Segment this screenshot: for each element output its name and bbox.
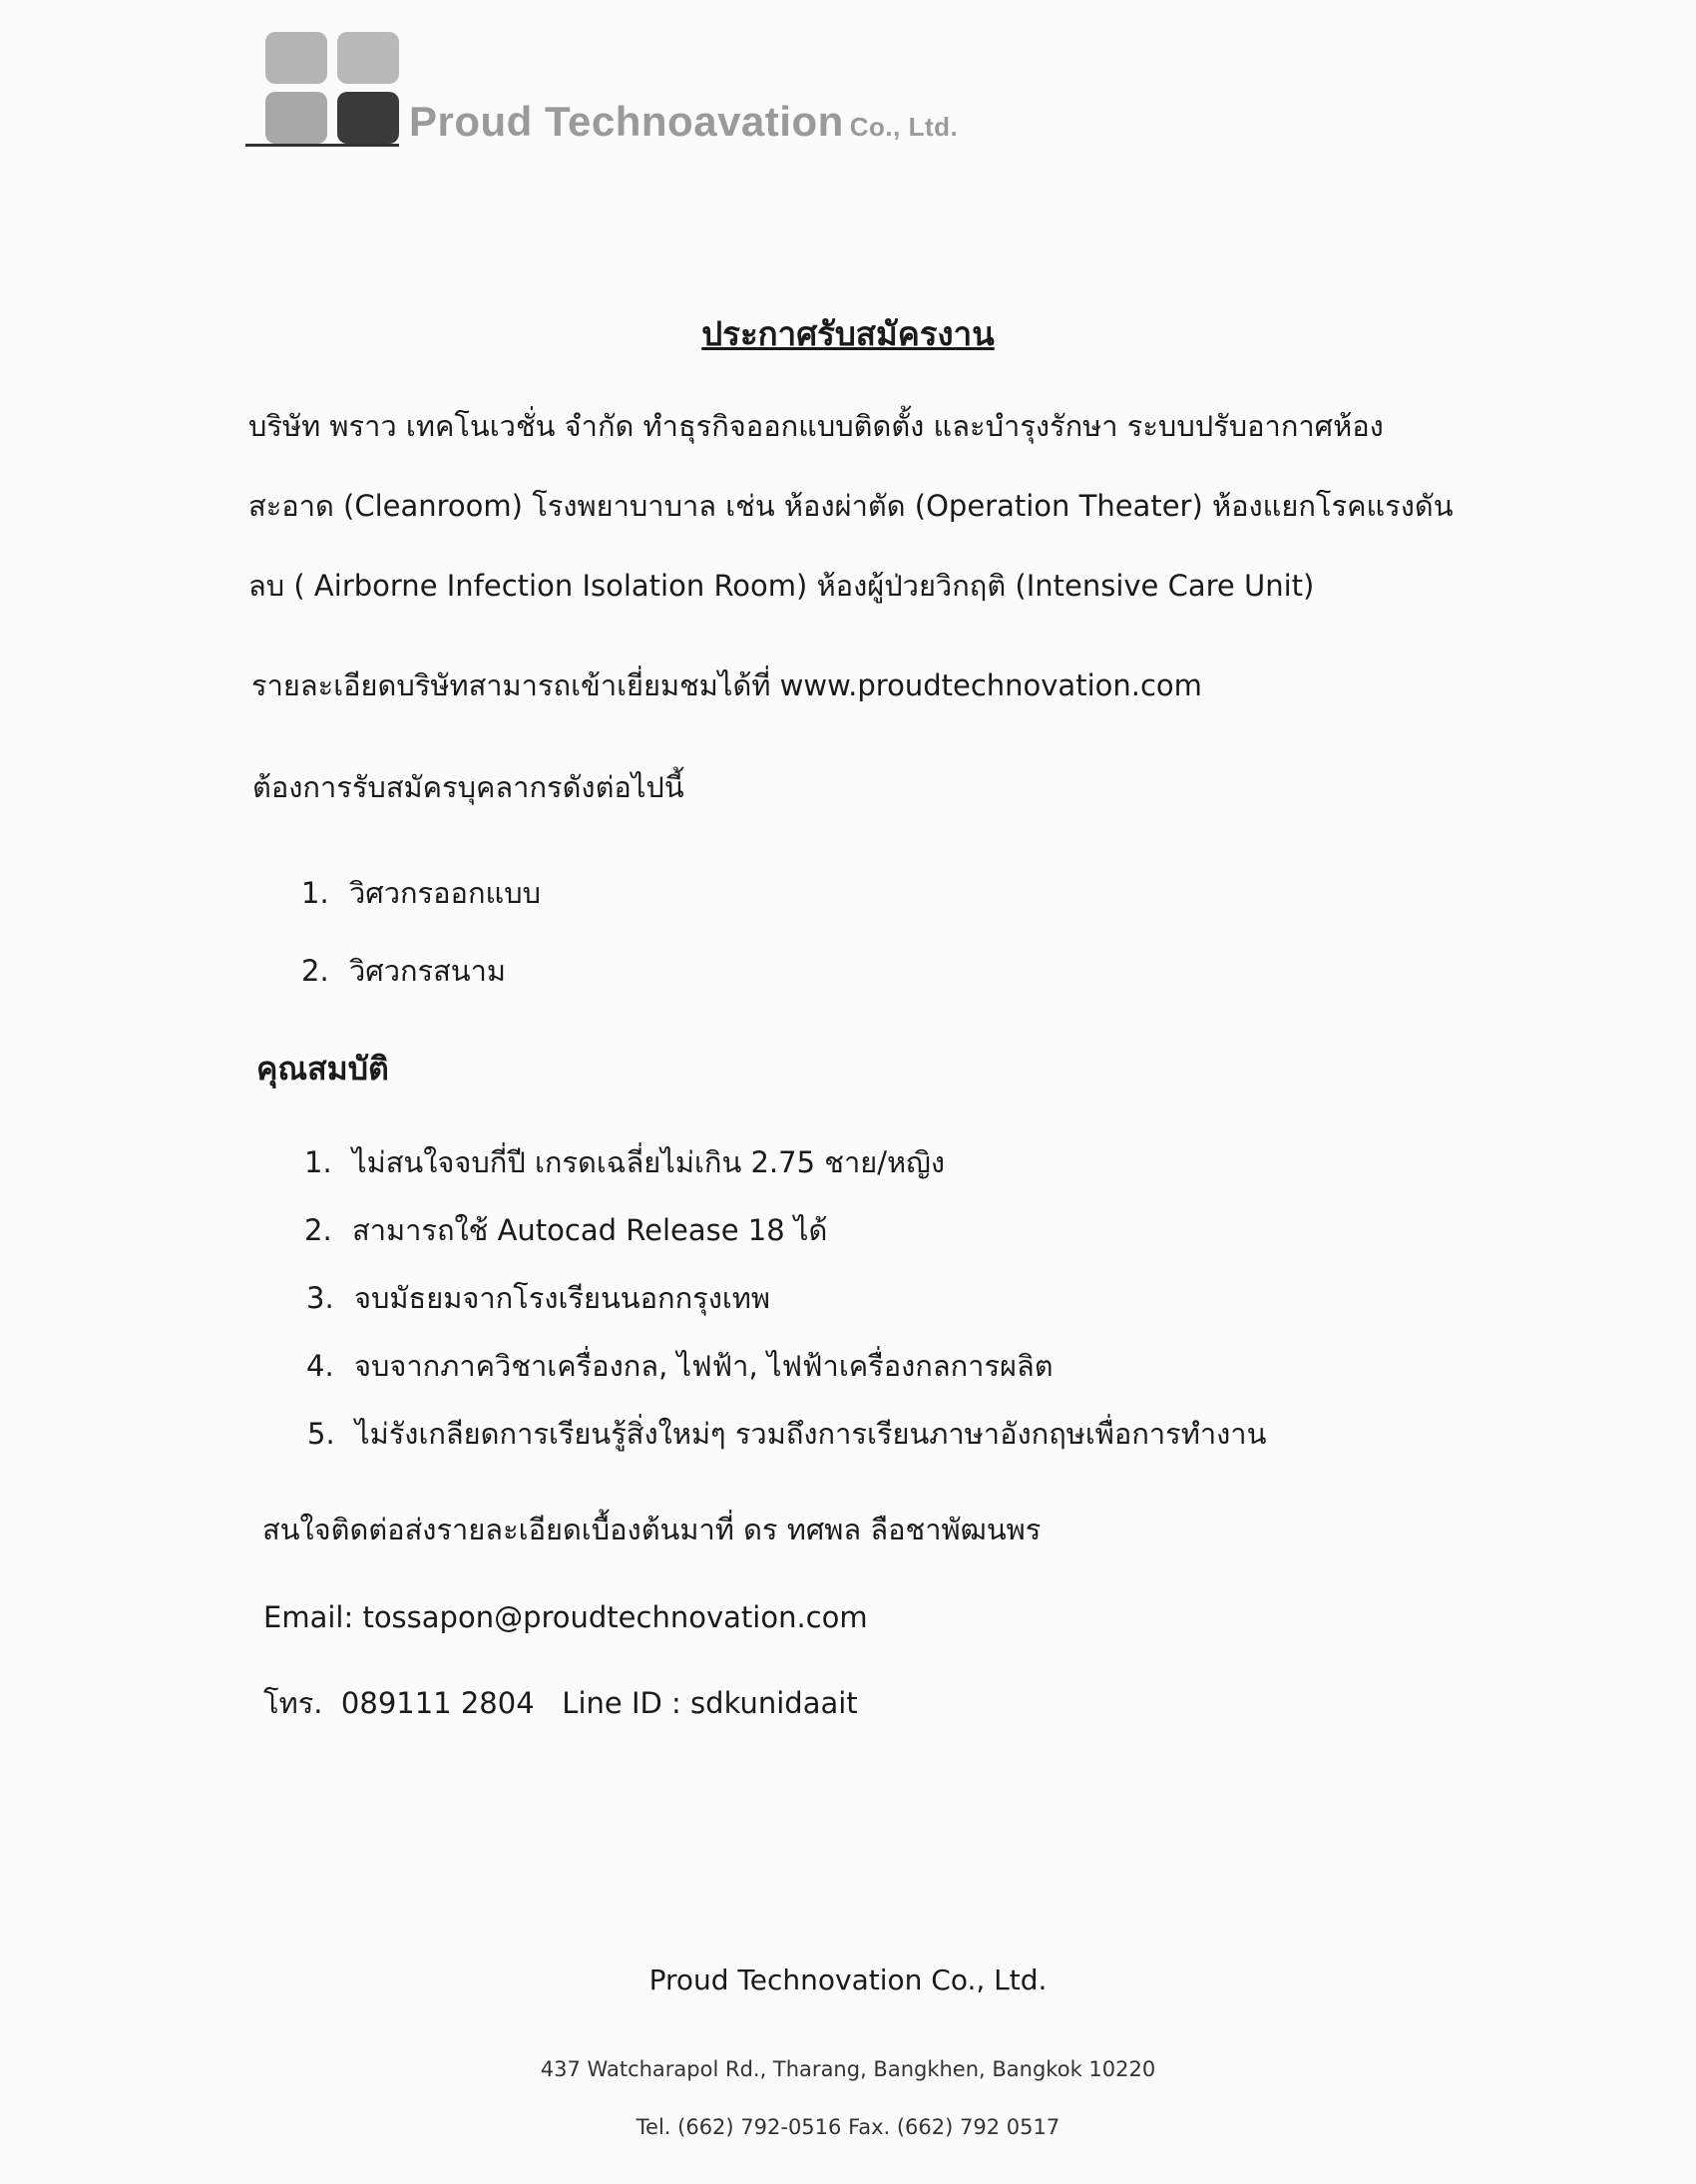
footer-company: Proud Technovation Co., Ltd. bbox=[648, 1964, 1048, 1996]
logo-squares-icon bbox=[265, 32, 407, 150]
qualification-number: 5. bbox=[307, 1417, 335, 1451]
intro-line-2: สะอาด (Cleanroom) โรงพยาบาบาล เช่น ห้องผ่าตัด (Operation Theater) ห้องแยกโรคแรงดัน bbox=[248, 489, 1454, 523]
position-item bbox=[301, 870, 541, 916]
qualification-number: 1. bbox=[304, 1145, 332, 1179]
qualification-item bbox=[306, 1343, 1054, 1389]
qualification-text: ไม่สนใจจบกี่ปี เกรดเฉลี่ยไม่เกิน 2.75 ชาย/หญิง bbox=[352, 1145, 945, 1179]
qualification-text: สามารถใช้ Autocad Release 18 ได้ bbox=[352, 1213, 828, 1247]
positions-intro: ต้องการรับสมัครบุคลากรดังต่อไปนี้ bbox=[252, 770, 684, 804]
qualification-number: 3. bbox=[306, 1281, 334, 1315]
qualification-number: 4. bbox=[306, 1349, 334, 1383]
contact-email: Email: tossapon@proudtechnovation.com bbox=[263, 1600, 868, 1634]
intro-line-3: ลบ ( Airborne Infection Isolation Room) ห้องผู้ป่วยวิกฤติ (Intensive Care Unit) bbox=[248, 569, 1315, 603]
position-item bbox=[301, 948, 506, 994]
qualification-text: จบจากภาควิชาเครื่องกล, ไฟฟ้า, ไฟฟ้าเครื่องกลการผลิต bbox=[354, 1349, 1054, 1383]
position-text: วิศวกรออกแบบ bbox=[349, 876, 542, 910]
footer-tel-fax: Tel. (662) 792-0516 Fax. (662) 792 0517 bbox=[636, 2115, 1060, 2139]
website-line: รายละเอียดบริษัทสามารถเข้าเยี่ยมชมได้ที่ www.proudtechnovation.com bbox=[251, 668, 1202, 702]
position-number: 2. bbox=[301, 954, 329, 988]
logo-underline bbox=[245, 144, 399, 147]
qualification-text: ไม่รังเกลียดการเรียนรู้สิ่งใหม่ๆ รวมถึงการเรียนภาษาอังกฤษเพื่อการทำงาน bbox=[355, 1417, 1267, 1451]
logo-name-text: Proud Technoavation bbox=[409, 98, 844, 145]
footer-address: 437 Watcharapol Rd., Tharang, Bangkhen, Bangkok 10220 bbox=[540, 2057, 1156, 2081]
qualification-item bbox=[304, 1139, 945, 1185]
qualifications-heading: คุณสมบัติ bbox=[256, 1050, 389, 1088]
position-number: 1. bbox=[301, 876, 329, 910]
qualification-item bbox=[307, 1411, 1266, 1457]
contact-phone: โทร. 089111 2804 Line ID : sdkunidaait bbox=[263, 1686, 858, 1720]
qualification-item bbox=[306, 1275, 770, 1321]
position-text: วิศวกรสนาม bbox=[349, 954, 507, 988]
qualification-item bbox=[304, 1207, 827, 1253]
logo-company-name bbox=[409, 98, 958, 146]
qualification-number: 2. bbox=[304, 1213, 332, 1247]
page-title: ประกาศรับสมัครงาน bbox=[701, 314, 995, 353]
intro-line-1: บริษัท พราว เทคโนเวชั่น จำกัด ทำธุรกิจออกแบบติดตั้ง และบำรุงรักษา ระบบปรับอากาศห้อง bbox=[248, 409, 1384, 443]
logo-suffix: Co., Ltd. bbox=[849, 112, 959, 142]
contact-intro: สนใจติดต่อส่งรายละเอียดเบื้องต้นมาที่ ดร ทศพล ลือชาพัฒนพร bbox=[262, 1513, 1042, 1546]
company-logo bbox=[245, 28, 1004, 158]
qualification-text: จบมัธยมจากโรงเรียนนอกกรุงเทพ bbox=[354, 1281, 771, 1315]
